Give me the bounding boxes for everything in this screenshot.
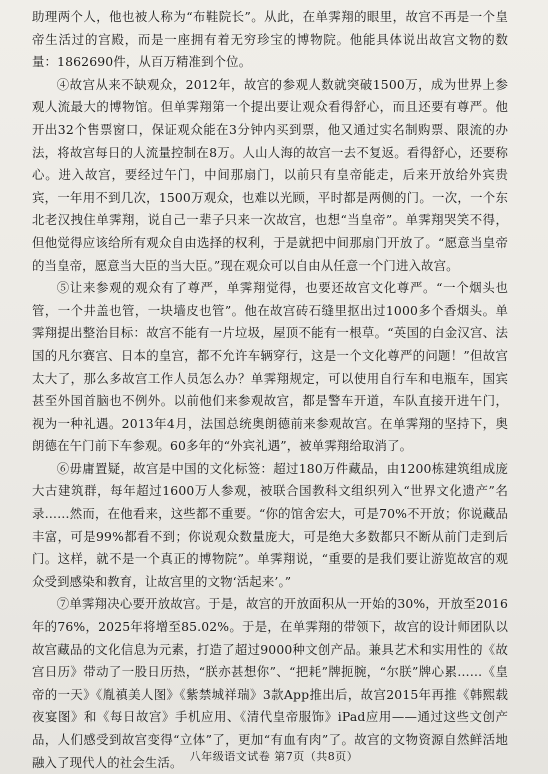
paragraph-continued: 助理两个人，他也被人称为“布鞋院长”。从此，在单霁翔的眼里，故宫不再是一个皇帝生活过的宫殿，而是一座拥有着无穷珍宝的博物院。他能具体说出故宫文物的数量：1862690件，从百万精准到个位。 [32,9,508,70]
paragraph-5: ⑤让来参观的观众有了尊严，单霁翔觉得，也要还故宫文化尊严。“一个烟头也管，一个井盖也管，一块墙皮也管”。他在故宫砖石缝里抠出过1000多个香烟头。单霁翔提出整治目标：故宫不能有一片垃圾，屋顶不能有一根草。“英国的白金汉宫、法国的凡尔赛宫、日本的皇宫，都不允许车辆穿行，这是一个文化尊严的问题！”但故宫太大了，那么多故宫工作人员怎么办？单霁翔规定，可以使用自行车和电瓶车，国宾甚至外国首脑也不例外。以前他们来参观故宫，都是警车开道，车队直接开进午门，视为一种礼遇。2013年4月，法国总统奥朗德前来参观故宫。在单霁翔的坚持下，奥朗德在午门前下车参观。60多年的“外宾礼遇”，被单霁翔给取消了。 [32,280,508,454]
paragraph-4: ④故宫从来不缺观众，2012年，故宫的参观人数就突破1500万，成为世界上参观人流最大的博物馆。但单霁翔第一个提出要让观众看得舒心，而且还要有尊严。他开出32个售票窗口，保证观众能在3分钟内买到票，他又通过实名制购票、限流的办法，将故宫每日的人流量控制在8万。人山人海的故宫一去不复返。看得舒心，还要称心。进入故宫，要经过午门，中间那扇门，以前只有皇帝能走，后来开放给外宾贵宾，一年用不到几次，1500万观众，也难以光顾，平时都是两侧的门。一次，一个东北老汉拽住单霁翔，说自己一辈子只来一次故宫，也想“当皇帝”。单霁翔哭笑不得，但他觉得应该给所有观众自由选择的权利，于是就把中间那扇门开放了。“愿意当皇帝的当皇帝，愿意当大臣的当大臣。”现在观众可以自由从任意一个门进入故宫。 [32,76,508,273]
page-footer: 八年级语文试卷 第7页（共8页） [189,750,359,763]
paragraph-6: ⑥毋庸置疑，故宫是中国的文化标签：超过180万件藏品，由1200栋建筑组成庞大古建筑群，每年超过1600万人参观，被联合国教科文组织列入“世界文化遗产”名录……然而，在他看来，这些都不重要。“你的馆舍宏大，可是70%不开放；你说藏品丰富，可是99%都看不到；你说观众数量庞大，可是绝大多数都只不断从前门走到后门。这样，就不是一个真正的博物院”。单霁翔说，“重要的是我们要让游览故宫的观众受到感染和教育，让故宫里的文物‘活起来’。” [32,460,508,589]
paragraph-7: ⑦单霁翔决心要开放故宫。于是，故宫的开放面积从一开始的30%，开放至2016年的76%，2025年将增至85.02%。于是，在单霁翔的带领下，故宫的设计师团队以故宫藏品的文化信息为元素，打造了超过9000种文创产品。兼具艺术和实用性的《故宫日历》带动了一股日历热，“朕亦甚想你”、“把耗”牌扼腕，“尔朕”牌心累……《皇帝的一天》《胤禛美人图》《紫禁城祥瑞》3款App推出后，故宫2015年再推《韩熙载夜宴图》和《每日故宫》手机应用、《清代皇帝服饰》iPad应用——通过这些文创产品，人们感受到故宫变得“立体”了，更加“有血有肉”了。故宫的文物资源自然鲜活地融入了现代人的社会生活。 [32,596,508,770]
